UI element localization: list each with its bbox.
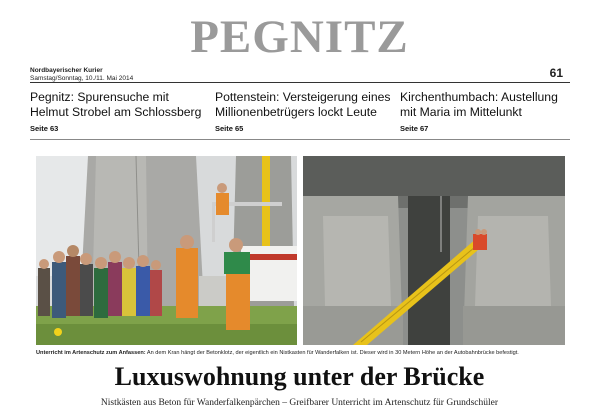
teaser-pegnitz[interactable]: [30, 90, 210, 133]
publication-name: Nordbayerischer Kurier: [30, 67, 103, 74]
masthead-title: PEGNITZ: [190, 11, 409, 63]
page-number: 61: [549, 66, 563, 80]
photo-children-illustration: [36, 156, 297, 345]
header-rule: [30, 82, 570, 83]
teaser-rule: [30, 139, 570, 140]
teaser-headline: Pottenstein: Versteigerung eines Millionenbetrügers lockt Leute: [215, 90, 391, 119]
publication-date: Samstag/Sonntag, 10./11. Mai 2014: [30, 75, 134, 82]
publication-info: [30, 67, 133, 83]
teaser-pottenstein[interactable]: [215, 90, 395, 133]
photo-crane-under-bridge: [303, 156, 565, 345]
photo-crane-illustration: [303, 156, 565, 345]
teaser-headline: Pegnitz: Spurensuche mit Helmut Strobel am Schlossberg: [30, 90, 202, 119]
teaser-page-ref: Seite 67: [400, 124, 429, 133]
article-subheadline: Nistkästen aus Beton für Wanderfalkenpärchen – Greifbarer Unterricht im Artenschutz für Grundschüler: [100, 398, 499, 408]
teaser-kirchenthumbach[interactable]: [400, 90, 575, 133]
article-headline: Luxuswohnung unter der Brücke: [114, 362, 485, 391]
caption-lead: Unterricht im Artenschutz zum Anfassen:: [36, 350, 146, 356]
teaser-page-ref: Seite 63: [30, 124, 59, 133]
photo-caption: [36, 350, 566, 357]
photo-children-at-pillar: [36, 156, 297, 345]
teaser-page-ref: Seite 65: [215, 124, 244, 133]
caption-text: An dem Kran hängt der Betonklotz, der eigentlich ein Nistkasten für Wanderfalken ist. Dieser wird in 30 Metern Höhe an der Autobahnbrücke befestigt.: [146, 350, 519, 356]
teaser-headline: Kirchenthumbach: Austellung mit Maria im Mittelunkt: [400, 90, 558, 119]
